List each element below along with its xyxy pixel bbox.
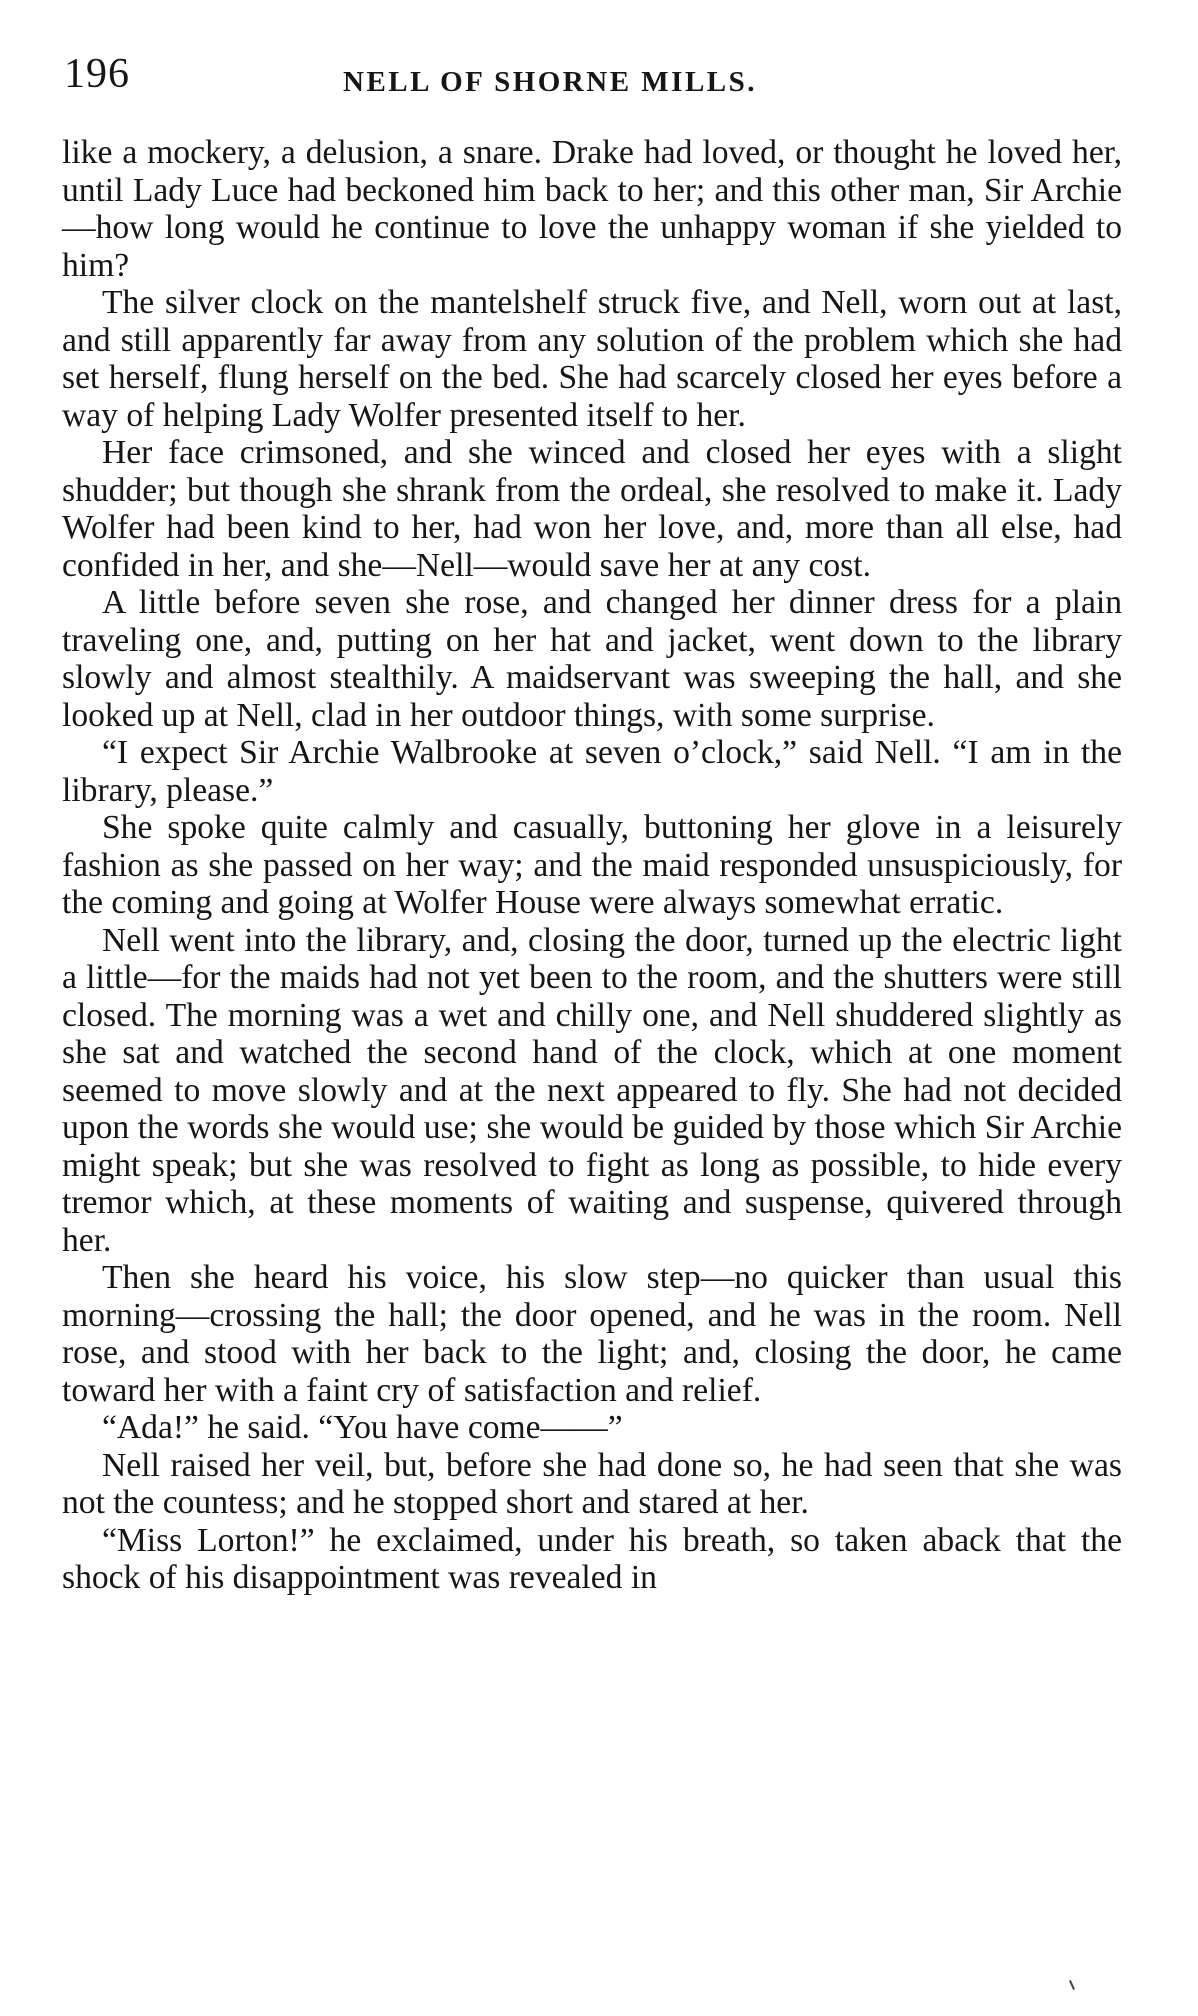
page-number: 196 (64, 51, 130, 97)
paragraph: “I expect Sir Archie Walbrooke at seven o’clock,” said Nell. “I am in the library, please.” (62, 734, 1122, 809)
print-speck (1069, 1980, 1075, 1990)
running-title: NELL OF SHORNE MILLS. (343, 66, 758, 98)
paragraph: Nell went into the library, and, closing the door, turned up the electric light a little—for the maids had not yet been to the room, and the shutters were still closed. The morning was a wet and chilly one, and Nell shuddered slightly as she sat and watched the second hand of the clock, which at one moment seemed to move slowly and at the next appeared to fly. She had not decided upon the words she would use; she would be guided by those which Sir Archie might speak; but she was resolved to fight as long as possible, to hide every tremor which, at these moments of waiting and suspense, quivered through her. (62, 921, 1122, 1259)
paragraph: A little before seven she rose, and changed her dinner dress for a plain traveling one, and, putting on her hat and jacket, went down to the library slowly and almost stealthily. A maidservant was sweeping the hall, and she looked up at Nell, clad in her outdoor things, with some surprise. (62, 584, 1122, 734)
paragraph: “Ada!” he said. “You have come——” (102, 1409, 623, 1446)
page-header (60, 48, 1120, 108)
paragraph: Then she heard his voice, his slow step—no quicker than usual this morning—crossing the hall; the door opened, and he was in the room. Nell rose, and stood with her back to the light; and, closing the door, he came toward her with a faint cry of satisfaction and relief. (62, 1259, 1122, 1409)
paragraph: Nell raised her veil, but, before she had done so, he had seen that she was not the countess; and he stopped short and stared at her. (62, 1446, 1122, 1521)
paragraph: “Miss Lorton!” he exclaimed, under his breath, so taken aback that the shock of his disappointment was revealed in (62, 1521, 1122, 1596)
paragraph: The silver clock on the mantelshelf struck five, and Nell, worn out at last, and still apparently far away from any solution of the problem which she had set herself, flung herself on the bed. She had scarcely closed her eyes before a way of helping Lady Wolfer presented itself to her. (62, 284, 1122, 434)
paragraph: Her face crimsoned, and she winced and closed her eyes with a slight shudder; but though she shrank from the ordeal, she resolved to make it. Lady Wolfer had been kind to her, had won her love, and, more than all else, had confided in her, and she—Nell—would save her at any cost. (62, 434, 1122, 584)
paragraph: She spoke quite calmly and casually, buttoning her glove in a leisurely fashion as she passed on her way; and the maid responded unsuspiciously, for the coming and going at Wolfer House were always somewhat erratic. (62, 809, 1122, 921)
paragraph-continuation: like a mockery, a delusion, a snare. Drake had loved, or thought he loved her, until Lady Luce had beckoned him back to her; and this other man, Sir Archie—how long would he continue to love the unhappy woman if she yielded to him? (62, 134, 1122, 284)
body-text (62, 134, 1122, 1597)
